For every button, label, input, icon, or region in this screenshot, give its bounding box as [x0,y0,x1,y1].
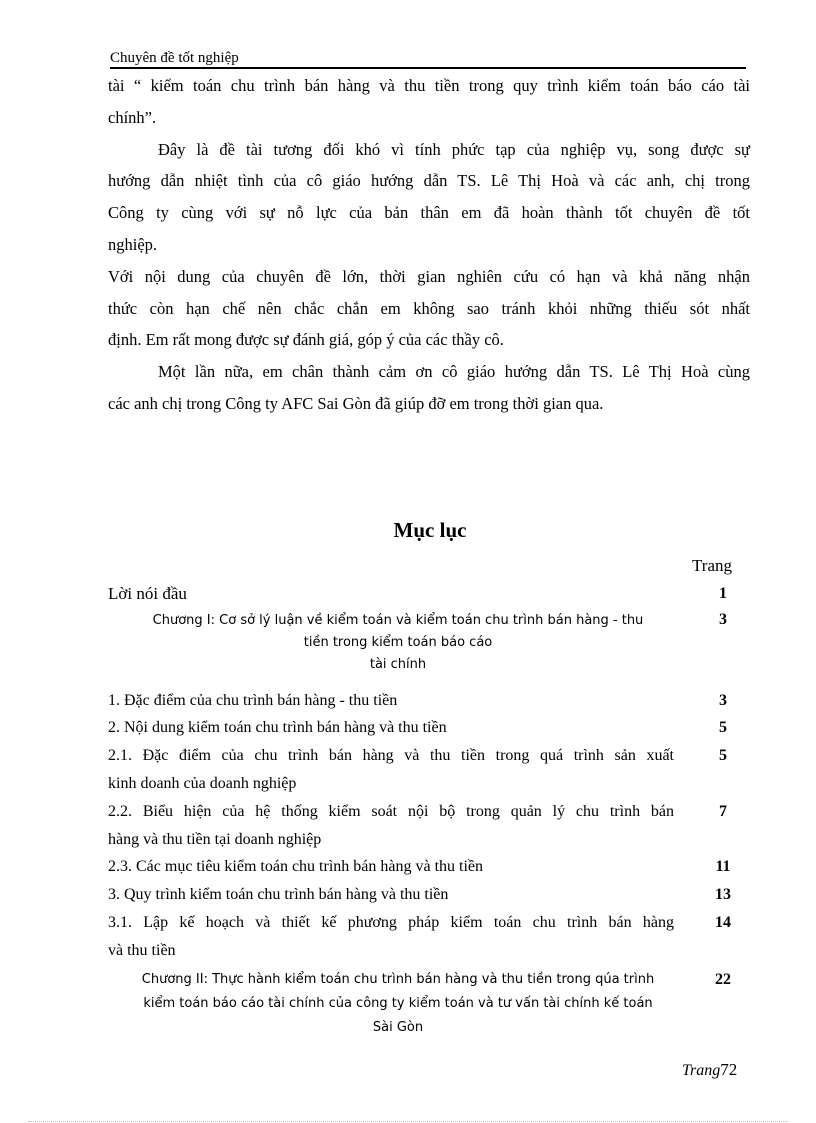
toc-entry-line: 3.1. Lập kế hoạch và thiết kế phương pháp kiểm toán chu trình bán hàng [108,914,674,931]
page-bottom-divider [28,1121,788,1122]
paragraph-line: Một lần nữa, em chân thành cảm ơn cô giáo hướng dẫn TS. Lê Thị Hoà cùng [158,362,750,382]
toc-entry-text [108,742,674,798]
paragraph-line: thức còn hạn chế nên chắc chắn em không sao tránh khỏi những thiếu sót nhất [108,298,750,318]
toc-entry-page: 14 [715,914,731,931]
toc-entry-page: 5 [719,747,727,764]
toc-entry-line: Sài Gòn [372,1020,424,1035]
toc-entry-text: 1. Đặc điểm của chu trình bán hàng - thu tiền [108,692,398,709]
paragraph-line: Với nội dung của chuyên đề lớn, thời gian nghiên cứu có hạn và khả năng nhận [108,266,750,286]
toc-entry-page: 11 [715,858,731,875]
toc-entry-line: tiền trong kiểm toán báo cáo [303,635,493,650]
toc-entry-line: kinh doanh của doanh nghiệp [108,775,297,792]
footer-label: Trang [682,1062,721,1079]
paragraph-line: Công ty cùng với sự nỗ lực của bản thân em đã hoàn thành tốt chuyên đề tốt [108,203,750,223]
paragraph-line: Đây là đề tài tương đối khó vì tính phức tạp của nghiệp vụ, song được sự [158,139,750,159]
toc-entry-page: 3 [719,692,727,709]
paragraph-line: hướng dẫn nhiệt tình của cô giáo hướng dẫn TS. Lê Thị Hoà và các anh, chị trong [108,171,750,191]
toc-title: Mục lục [393,518,467,542]
toc-entry-text [108,909,674,965]
toc-entry-page: 5 [719,719,727,736]
toc-entry-line: 2.2. Biểu hiện của hệ thống kiểm soát nội bộ trong quản lý chu trình bán [108,803,674,820]
toc-entry-page: 3 [719,611,727,628]
toc-entry-page: 22 [715,971,731,988]
page-footer [682,1060,737,1080]
toc-entry-text: 2.3. Các mục tiêu kiểm toán chu trình bán hàng và thu tiền [108,858,484,875]
paragraph-line: các anh chị trong Công ty AFC Sai Gòn đã giúp đỡ em trong thời gian qua. [108,393,604,413]
toc-entry-line: Chương I: Cơ sở lý luận về kiểm toán và kiểm toán chu trình bán hàng - thu [152,613,644,628]
toc-entry-page: 1 [719,585,727,602]
toc-entry-line: tài chính [369,657,427,672]
toc-entry-page: 13 [715,886,731,903]
toc-entry-text: 3. Quy trình kiểm toán chu trình bán hàng và thu tiền [108,886,449,903]
toc-entry-line: hàng và thu tiền tại doanh nghiệp [108,831,322,848]
paragraph-line: chính”. [108,107,157,127]
toc-entry-line: kiểm toán báo cáo tài chính của công ty kiểm toán và tư vấn tài chính kế toán [143,996,653,1011]
paragraph-line: nghiệp. [108,234,158,254]
toc-entry-text [98,610,698,676]
paragraph-line: tài “ kiểm toán chu trình bán hàng và thu tiền trong quy trình kiểm toán báo cáo tài [108,76,750,95]
toc-entry-text: 2. Nội dung kiểm toán chu trình bán hàng và thu tiền [108,719,447,736]
intro-text [108,70,750,420]
toc-entry-page: 7 [719,803,727,820]
toc-entry-text [108,798,674,854]
toc-entry-text [98,968,698,1040]
page-number: 72 [720,1060,738,1079]
page-header: Chuyên đề tốt nghiệp [110,50,746,69]
toc-page-column-label: Trang [692,556,732,575]
toc-entry-line: 2.1. Đặc điểm của chu trình bán hàng và thu tiền trong quá trình sản xuất [108,747,674,764]
toc-entry-line: và thu tiền [108,942,176,959]
toc-entry-line: Chương II: Thực hành kiểm toán chu trình bán hàng và thu tiền trong qúa trình [141,972,655,987]
toc-entry-text: Lời nói đầu [108,584,187,603]
paragraph-line: định. Em rất mong được sự đánh giá, góp ý của các thầy cô. [108,330,504,350]
